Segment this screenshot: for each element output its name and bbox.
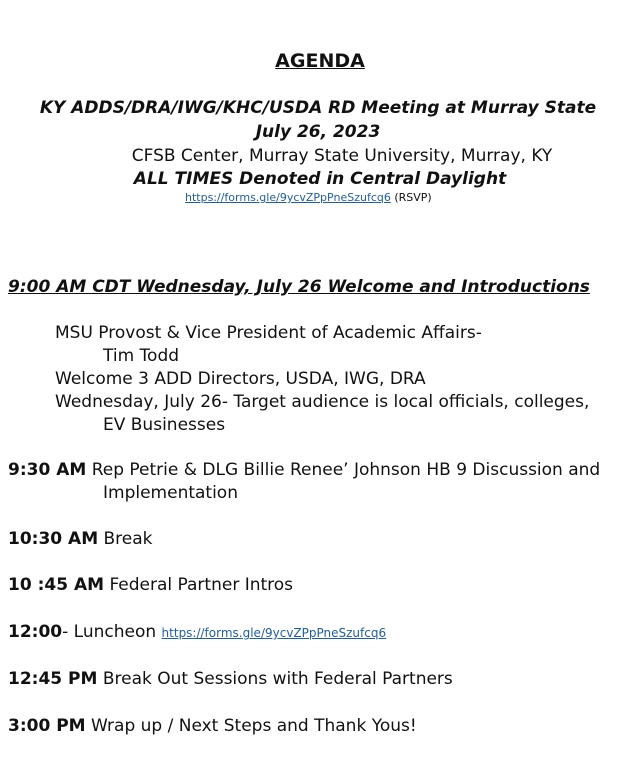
agenda-item bbox=[8, 622, 386, 642]
agenda-time: 12:45 PM bbox=[8, 669, 98, 689]
agenda-text: Wrap up / Next Steps and Thank Yous! bbox=[91, 716, 417, 736]
welcome-line: MSU Provost & Vice President of Academic Affairs- bbox=[55, 323, 482, 343]
agenda-text: Break Out Sessions with Federal Partners bbox=[102, 669, 453, 689]
agenda-item bbox=[8, 575, 293, 595]
luncheon-link[interactable]: https://forms.gle/9ycvZPpPneSzufcq6 bbox=[161, 626, 387, 640]
welcome-section-title: 9:00 AM CDT Wednesday, July 26 Welcome and Introductions bbox=[8, 277, 590, 297]
welcome-line: EV Businesses bbox=[103, 415, 226, 435]
rsvp-label: (RSVP) bbox=[394, 191, 432, 204]
agenda-item bbox=[8, 529, 153, 549]
agenda-time: 9:30 AM bbox=[8, 460, 87, 480]
welcome-line: Wednesday, July 26- Target audience is local officials, colleges, bbox=[55, 392, 590, 412]
agenda-time: 3:00 PM bbox=[8, 716, 86, 736]
agenda-text-continuation: Implementation bbox=[103, 483, 238, 503]
welcome-line: Tim Todd bbox=[103, 346, 180, 366]
agenda-text: Rep Petrie & DLG Billie Renee’ Johnson HB 9 Discussion and bbox=[91, 460, 601, 480]
agenda-text: Federal Partner Intros bbox=[109, 575, 294, 595]
agenda-item bbox=[8, 669, 453, 689]
rsvp-line bbox=[185, 191, 432, 204]
meeting-venue: CFSB Center, Murray State University, Murray, KY bbox=[131, 146, 553, 166]
agenda-time: 10:30 AM bbox=[8, 529, 99, 549]
meeting-date: July 26, 2023 bbox=[255, 122, 381, 142]
agenda-time: 12:00 bbox=[8, 622, 63, 642]
page-title: AGENDA bbox=[275, 50, 365, 72]
agenda-item bbox=[8, 460, 600, 480]
agenda-text: Break bbox=[103, 529, 153, 549]
agenda-time: 10 :45 AM bbox=[8, 575, 105, 595]
welcome-line: Welcome 3 ADD Directors, USDA, IWG, DRA bbox=[55, 369, 426, 389]
times-note: ALL TIMES Denoted in Central Daylight bbox=[133, 169, 507, 189]
agenda-text: - Luncheon bbox=[62, 622, 157, 642]
meeting-name: KY ADDS/DRA/IWG/KHC/USDA RD Meeting at Murray State bbox=[39, 98, 597, 118]
rsvp-link[interactable]: https://forms.gle/9ycvZPpPneSzufcq6 bbox=[185, 191, 391, 204]
agenda-item bbox=[8, 716, 417, 736]
